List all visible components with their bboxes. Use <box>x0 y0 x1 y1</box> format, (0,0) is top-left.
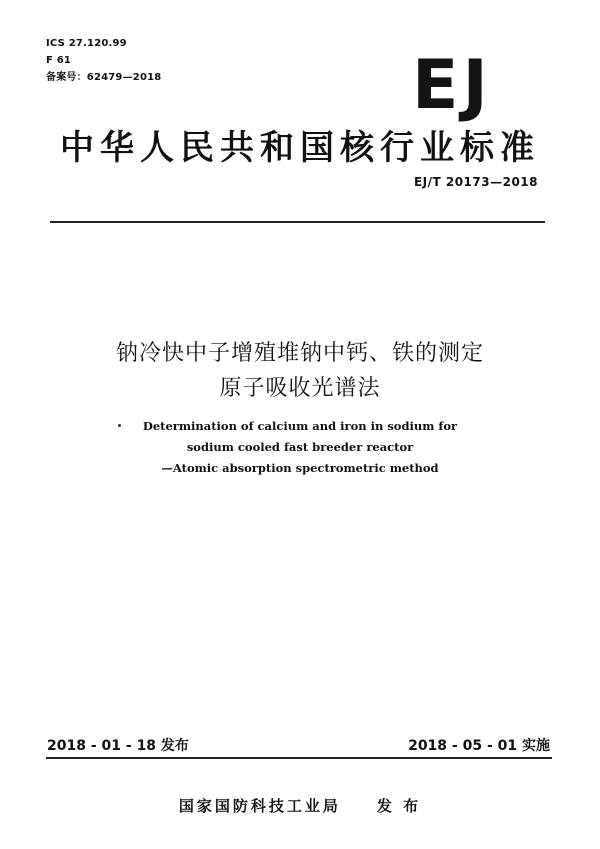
implementation-date: 2018 - 05 - 01 实施 <box>408 738 550 754</box>
document-code: EJ/T 20173—2018 <box>413 175 538 189</box>
english-title-line-1: Determination of calcium and iron in sodium for <box>142 419 458 433</box>
top-divider <box>50 221 545 223</box>
ics-code: ICS 27.120.99 <box>46 38 127 49</box>
issuing-authority: 国家国防科技工业局 发 布 <box>178 797 422 815</box>
record-number: 备案号：62479—2018 <box>46 72 162 83</box>
issue-date: 2018 - 01 - 18 发布 <box>47 738 189 754</box>
ej-logo: EJ <box>412 46 492 125</box>
ccs-code: F 61 <box>46 55 72 66</box>
english-title-line-3: —Atomic absorption spectrometric method <box>161 461 439 475</box>
standard-title: 中华人民共和国核行业标准 <box>60 128 540 168</box>
chinese-title-line-2: 原子吸收光谱法 <box>219 376 381 401</box>
chinese-title-line-1: 钠冷快中子增殖堆钠中钙、铁的测定 <box>115 341 484 366</box>
bottom-divider <box>46 757 552 759</box>
english-title-line-2: sodium cooled fast breeder reactor <box>186 440 414 454</box>
